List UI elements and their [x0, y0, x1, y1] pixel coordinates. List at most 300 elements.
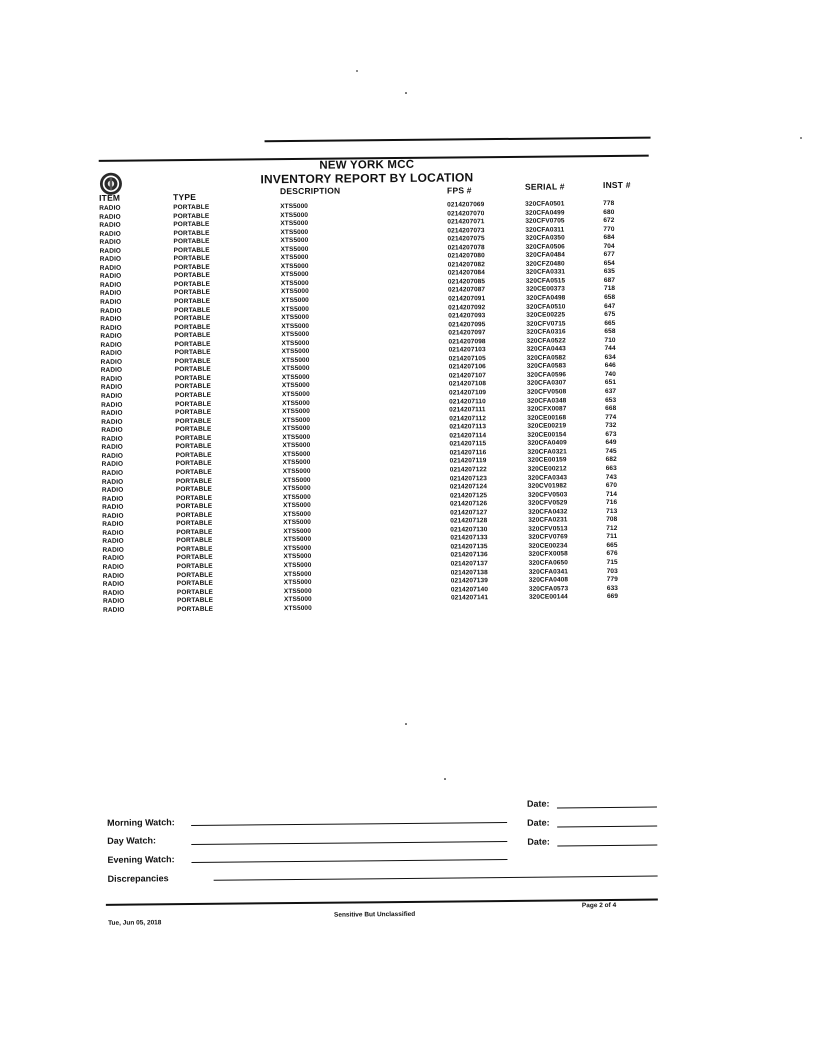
cell-description: XTS5000: [282, 399, 310, 407]
cell-serial: 320CFA0484: [525, 251, 566, 260]
cell-type: PORTABLE: [176, 579, 213, 588]
cell-item: RADIO: [101, 469, 124, 477]
cell-serial: 320CFA0499: [525, 208, 565, 217]
cell-type: PORTABLE: [173, 289, 211, 297]
cell-description: XTS5000: [281, 390, 310, 399]
cell-fps: 0214207098: [448, 337, 486, 346]
cell-type: PORTABLE: [176, 588, 213, 596]
cell-inst: 658: [604, 328, 616, 336]
cell-description: XTS5000: [282, 493, 311, 501]
cell-fps: 0214207125: [449, 491, 488, 500]
col-header-fps: FPS #: [446, 185, 472, 196]
cell-description: XTS5000: [282, 442, 311, 450]
cell-serial: 320CV01982: [527, 482, 567, 490]
cell-description: XTS5000: [281, 331, 310, 339]
cell-type: PORTABLE: [175, 417, 212, 425]
cell-item: RADIO: [101, 478, 124, 486]
cell-type: PORTABLE: [173, 280, 211, 289]
cell-fps: 0214207122: [449, 466, 487, 474]
scan-speck: [356, 70, 358, 72]
cell-description: XTS5000: [282, 459, 311, 467]
cell-inst: 665: [604, 319, 616, 327]
cell-serial: 320CE00219: [527, 422, 567, 430]
cell-item: RADIO: [100, 324, 122, 332]
cell-fps: 0214207135: [450, 543, 488, 551]
cell-description: XTS5000: [280, 237, 309, 245]
cell-inst: 665: [606, 541, 618, 549]
discrepancies-line[interactable]: [214, 876, 658, 882]
col-header-item: ITEM: [99, 192, 121, 203]
cell-fps: 0214207138: [450, 568, 488, 577]
date-line-1[interactable]: [557, 807, 657, 809]
cell-description: XTS5000: [283, 501, 311, 510]
cell-fps: 0214207105: [448, 355, 486, 363]
cell-serial: 320CFA0522: [526, 337, 566, 345]
cell-inst: 680: [603, 208, 615, 216]
cell-item: RADIO: [102, 563, 125, 571]
cell-inst: 745: [605, 447, 617, 455]
cell-serial: 320CFA0515: [525, 277, 566, 285]
cell-inst: 714: [605, 490, 618, 498]
cell-type: PORTABLE: [176, 562, 213, 571]
cell-item: RADIO: [102, 589, 125, 597]
cell-inst: 774: [605, 413, 617, 421]
cell-inst: 654: [603, 259, 615, 267]
col-header-type: TYPE: [173, 191, 197, 203]
cell-description: XTS5000: [281, 373, 310, 382]
cell-description: XTS5000: [280, 202, 309, 211]
cell-type: PORTABLE: [176, 545, 213, 554]
cell-type: PORTABLE: [173, 229, 210, 237]
scan-speck: [405, 92, 407, 94]
inventory-table: [0, 198, 817, 616]
cell-inst: 718: [603, 285, 616, 293]
cell-serial: 320CFA0583: [526, 362, 567, 371]
col-header-description: DESCRIPTION: [279, 185, 341, 197]
top-rule: [265, 137, 651, 142]
cell-type: PORTABLE: [173, 212, 210, 220]
cell-description: XTS5000: [282, 484, 311, 493]
cell-type: PORTABLE: [174, 297, 211, 306]
cell-type: PORTABLE: [176, 511, 213, 519]
cell-type: PORTABLE: [174, 349, 211, 357]
col-header-inst: INST #: [602, 179, 631, 191]
cell-serial: 320CE00144: [528, 593, 568, 601]
cell-inst: 703: [606, 567, 618, 575]
cell-inst: 687: [603, 276, 616, 284]
cell-inst: 663: [605, 464, 617, 472]
cell-inst: 770: [603, 225, 615, 233]
cell-description: XTS5000: [283, 578, 312, 587]
date-label-1: Date:: [526, 798, 550, 809]
cell-item: RADIO: [102, 537, 124, 546]
cell-type: PORTABLE: [175, 443, 212, 451]
cell-serial: 320CFA0343: [527, 473, 568, 482]
cell-inst: 732: [605, 422, 617, 430]
cell-inst: 704: [603, 242, 615, 250]
cell-inst: 658: [604, 293, 616, 302]
cell-fps: 0214207127: [450, 508, 488, 517]
cell-item: RADIO: [100, 307, 122, 315]
cell-serial: 320CFA0501: [525, 200, 565, 208]
cell-inst: 668: [605, 405, 617, 413]
cell-item: RADIO: [99, 290, 122, 298]
cell-item: RADIO: [99, 247, 122, 255]
cell-item: RADIO: [101, 409, 123, 417]
cell-fps: 0214207085: [447, 278, 486, 286]
cell-inst: 713: [606, 507, 618, 515]
cell-description: XTS5000: [283, 519, 312, 527]
cell-serial: 320CE00373: [525, 285, 565, 294]
cell-inst: 744: [604, 345, 616, 353]
cell-serial: 320CFV0508: [526, 388, 567, 396]
cell-fps: 0214207075: [447, 235, 485, 243]
cell-serial: 320CFA0582: [526, 354, 566, 362]
cell-inst: 672: [603, 217, 615, 225]
cell-serial: 320CFA0573: [528, 584, 569, 593]
cell-inst: 740: [604, 370, 616, 378]
col-header-serial: SERIAL #: [524, 181, 565, 192]
cell-item: RADIO: [100, 298, 122, 306]
cell-serial: 320CE00154: [527, 431, 567, 439]
cell-type: PORTABLE: [175, 485, 213, 494]
cell-item: RADIO: [99, 213, 121, 221]
cell-serial: 320CFX0087: [527, 405, 567, 413]
cell-serial: 320CFX0058: [528, 550, 568, 559]
cell-fps: 0214207108: [448, 380, 487, 389]
cell-serial: 320CFV0769: [528, 533, 568, 542]
cell-fps: 0214207119: [449, 457, 487, 465]
cell-fps: 0214207092: [448, 303, 486, 312]
cell-serial: 320CFV0715: [526, 320, 566, 328]
cell-fps: 0214207078: [447, 243, 485, 252]
cell-item: RADIO: [102, 529, 124, 537]
cell-type: PORTABLE: [174, 306, 211, 314]
cell-inst: 711: [606, 533, 618, 541]
cell-description: XTS5000: [281, 356, 310, 364]
cell-type: PORTABLE: [175, 494, 213, 502]
cell-description: XTS5000: [280, 271, 309, 279]
cell-type: PORTABLE: [174, 366, 211, 374]
cell-type: PORTABLE: [176, 520, 213, 528]
cell-fps: 0214207070: [447, 209, 485, 218]
cell-fps: 0214207069: [447, 201, 485, 209]
cell-item: RADIO: [100, 358, 123, 366]
cell-serial: 320CE00159: [527, 456, 567, 465]
cell-item: RADIO: [99, 230, 121, 238]
cell-inst: 646: [604, 362, 616, 370]
cell-item: RADIO: [100, 341, 122, 349]
cell-item: RADIO: [102, 546, 124, 554]
cell-fps: 0214207113: [449, 423, 487, 431]
cell-item: RADIO: [99, 221, 121, 229]
cell-inst: 779: [606, 575, 618, 584]
cell-serial: 320CFA0341: [528, 567, 569, 576]
cell-description: XTS5000: [281, 322, 310, 330]
scan-speck: [405, 723, 407, 725]
cell-description: XTS5000: [280, 245, 309, 253]
cell-serial: 320CFA0596: [526, 371, 567, 379]
cell-description: XTS5000: [281, 339, 310, 347]
cell-item: RADIO: [103, 606, 125, 614]
cell-type: PORTABLE: [173, 220, 210, 229]
cell-fps: 0214207109: [448, 389, 487, 397]
cell-type: PORTABLE: [173, 203, 210, 212]
cell-inst: 633: [606, 584, 619, 592]
cell-inst: 669: [606, 593, 619, 601]
cell-serial: 320CE00212: [527, 465, 567, 473]
cell-description: XTS5000: [283, 510, 311, 518]
cell-serial: 320CE00168: [527, 414, 567, 422]
cell-description: XTS5000: [281, 365, 310, 373]
cell-fps: 0214207136: [450, 551, 488, 559]
cell-fps: 0214207123: [449, 474, 487, 483]
cell-inst: 712: [606, 524, 618, 532]
cell-type: PORTABLE: [175, 426, 212, 434]
cell-inst: 637: [604, 387, 617, 396]
cell-fps: 0214207073: [447, 226, 485, 235]
cell-item: RADIO: [101, 443, 123, 452]
cell-description: XTS5000: [283, 527, 312, 535]
date-label-3: Date:: [527, 836, 550, 847]
cell-serial: 320CFV0513: [528, 525, 568, 533]
cell-description: XTS5000: [280, 288, 309, 296]
morning-watch-label: Morning Watch:: [107, 817, 175, 828]
cell-item: RADIO: [101, 486, 124, 494]
cell-inst: 649: [605, 439, 617, 447]
cell-item: RADIO: [102, 597, 125, 606]
cell-fps: 0214207141: [450, 594, 489, 602]
cell-fps: 0214207116: [449, 449, 487, 457]
cell-serial: 320CFA0506: [525, 243, 565, 251]
cell-item: RADIO: [102, 580, 125, 588]
cell-description: XTS5000: [281, 305, 310, 313]
cell-item: RADIO: [100, 367, 123, 375]
cell-type: PORTABLE: [174, 340, 211, 348]
cell-description: XTS5000: [280, 219, 309, 228]
cell-inst: 677: [603, 251, 615, 259]
cell-fps: 0214207107: [448, 372, 486, 380]
cell-fps: 0214207087: [447, 286, 486, 294]
cell-fps: 0214207080: [447, 252, 485, 260]
scan-speck: [800, 137, 802, 139]
cell-inst: 743: [605, 473, 617, 481]
cell-serial: 320CE00225: [526, 311, 566, 319]
cell-item: RADIO: [99, 281, 122, 289]
cell-description: XTS5000: [283, 536, 312, 544]
cell-description: XTS5000: [280, 254, 309, 262]
cell-serial: 320CFZ0480: [525, 260, 565, 268]
cell-serial: 320CFA0350: [525, 234, 565, 242]
cell-type: PORTABLE: [175, 460, 212, 468]
cell-type: PORTABLE: [174, 383, 212, 391]
cell-inst: 682: [605, 456, 617, 464]
cell-serial: 320CFA0432: [528, 508, 568, 516]
cell-fps: 0214207140: [450, 585, 489, 594]
cell-fps: 0214207114: [449, 431, 487, 440]
cell-fps: 0214207106: [448, 363, 486, 371]
cell-fps: 0214207095: [448, 320, 486, 329]
cell-item: RADIO: [99, 264, 122, 272]
cell-inst: 778: [603, 199, 615, 208]
cell-fps: 0214207084: [447, 269, 486, 277]
cell-type: PORTABLE: [176, 537, 213, 545]
cell-type: PORTABLE: [173, 255, 210, 263]
cell-description: XTS5000: [283, 553, 312, 561]
cell-type: PORTABLE: [176, 528, 213, 536]
cell-description: XTS5000: [284, 604, 312, 612]
date-label-2: Date:: [527, 817, 550, 828]
cell-serial: 320CFA0331: [525, 268, 566, 277]
cell-description: XTS5000: [281, 348, 310, 356]
cell-inst: 635: [603, 268, 616, 276]
cell-item: RADIO: [101, 461, 124, 469]
cell-item: RADIO: [101, 418, 123, 426]
cell-fps: 0214207091: [448, 295, 486, 303]
cell-type: PORTABLE: [173, 246, 210, 254]
cell-description: XTS5000: [282, 425, 311, 433]
cell-item: RADIO: [99, 204, 121, 212]
cell-type: PORTABLE: [175, 408, 212, 417]
cell-description: XTS5000: [283, 544, 312, 552]
date-line-2[interactable]: [557, 826, 657, 828]
report-title: NEW YORK MCC: [319, 158, 415, 172]
cell-description: XTS5000: [283, 587, 312, 595]
cell-type: PORTABLE: [176, 554, 213, 562]
cell-fps: 0214207111: [449, 406, 486, 414]
cell-fps: 0214207128: [450, 517, 488, 525]
cell-description: XTS5000: [280, 211, 309, 219]
cell-type: PORTABLE: [175, 468, 212, 477]
cell-inst: 710: [604, 336, 616, 344]
evening-watch-label: Evening Watch:: [107, 854, 175, 865]
cell-serial: 320CFA0231: [528, 516, 568, 525]
cell-type: PORTABLE: [174, 314, 211, 323]
cell-type: PORTABLE: [173, 238, 210, 246]
cell-item: RADIO: [101, 495, 124, 503]
cell-serial: 320CFV0705: [525, 217, 565, 225]
cell-serial: 320CFA0307: [526, 379, 567, 388]
cell-fps: 0214207126: [450, 500, 488, 508]
cell-fps: 0214207097: [448, 329, 486, 337]
cell-description: XTS5000: [282, 407, 310, 416]
cell-inst: 684: [603, 234, 615, 242]
discrepancies-label: Discrepancies: [107, 873, 169, 884]
cell-fps: 0214207137: [450, 560, 488, 568]
cell-description: XTS5000: [283, 596, 312, 604]
cell-item: RADIO: [100, 315, 122, 323]
date-line-3[interactable]: [557, 845, 657, 847]
cell-item: RADIO: [99, 273, 122, 281]
cell-inst: 647: [604, 302, 616, 310]
day-watch-line[interactable]: [191, 841, 507, 845]
cell-inst: 653: [605, 396, 617, 404]
cell-inst: 676: [606, 550, 618, 558]
cell-serial: 320CFA0311: [525, 226, 565, 234]
cell-fps: 0214207133: [450, 534, 488, 542]
evening-watch-line[interactable]: [191, 859, 507, 863]
cell-item: RADIO: [102, 520, 124, 529]
cell-type: PORTABLE: [175, 477, 212, 485]
cell-item: RADIO: [102, 555, 125, 563]
cell-inst: 634: [604, 353, 616, 361]
cell-item: RADIO: [99, 255, 122, 264]
cell-fps: 0214207115: [449, 440, 487, 448]
cell-fps: 0214207093: [448, 312, 486, 320]
cell-item: RADIO: [101, 401, 123, 409]
cell-type: PORTABLE: [174, 374, 211, 383]
cell-type: PORTABLE: [174, 357, 211, 366]
cell-description: XTS5000: [282, 416, 311, 424]
cell-type: PORTABLE: [173, 272, 210, 280]
cell-inst: 651: [604, 379, 617, 387]
cell-item: RADIO: [100, 349, 123, 358]
day-watch-label: Day Watch:: [107, 835, 156, 846]
cell-serial: 320CE00234: [528, 542, 568, 550]
cell-item: RADIO: [100, 392, 123, 400]
cell-type: PORTABLE: [176, 502, 213, 511]
cell-serial: 320CFA0348: [527, 396, 567, 405]
report-subtitle: INVENTORY REPORT BY LOCATION: [260, 170, 474, 187]
cell-inst: 715: [606, 558, 618, 566]
cell-inst: 675: [604, 311, 616, 319]
cell-fps: 0214207124: [449, 483, 488, 491]
footer-rule: [106, 899, 658, 906]
cell-description: XTS5000: [280, 262, 309, 270]
cell-item: RADIO: [100, 332, 122, 341]
cell-item: RADIO: [102, 572, 125, 580]
cell-item: RADIO: [102, 503, 124, 512]
cell-serial: 320CFA0498: [526, 294, 566, 302]
footer-date: Tue, Jun 05, 2018: [108, 919, 162, 927]
cell-type: PORTABLE: [175, 400, 212, 408]
cell-description: XTS5000: [282, 467, 311, 476]
cell-item: RADIO: [102, 512, 124, 520]
cell-fps: 0214207139: [450, 577, 488, 585]
cell-serial: 320CFA0408: [528, 576, 569, 584]
morning-watch-line[interactable]: [191, 822, 507, 826]
cell-fps: 0214207110: [449, 397, 486, 406]
cell-serial: 320CFV0529: [528, 499, 568, 507]
cell-description: XTS5000: [282, 433, 311, 441]
cell-description: XTS5000: [281, 313, 310, 322]
cell-item: RADIO: [101, 452, 124, 460]
cell-serial: 320CFA0321: [527, 448, 567, 456]
cell-type: PORTABLE: [174, 323, 211, 331]
footer-page-number: Page 2 of 4: [581, 901, 617, 910]
cell-type: PORTABLE: [173, 263, 210, 271]
scan-speck: [444, 778, 446, 780]
footer-classification: Sensitive But Unclassified: [333, 910, 416, 919]
cell-fps: 0214207082: [447, 261, 485, 269]
cell-description: XTS5000: [280, 228, 309, 236]
cell-serial: 320CFA0316: [526, 328, 566, 336]
cell-inst: 708: [606, 516, 618, 524]
cell-type: PORTABLE: [174, 332, 211, 340]
cell-type: PORTABLE: [175, 451, 212, 460]
cell-description: XTS5000: [282, 476, 311, 484]
cell-serial: 320CFA0443: [526, 345, 566, 354]
cell-item: RADIO: [100, 384, 123, 392]
cell-type: PORTABLE: [176, 596, 214, 605]
cell-type: PORTABLE: [175, 434, 212, 442]
cell-fps: 0214207071: [447, 218, 485, 226]
cell-type: PORTABLE: [176, 571, 213, 579]
cell-description: XTS5000: [282, 450, 311, 458]
cell-inst: 673: [605, 430, 617, 438]
cell-item: RADIO: [99, 238, 122, 247]
cell-serial: 320CFA0650: [528, 559, 568, 567]
